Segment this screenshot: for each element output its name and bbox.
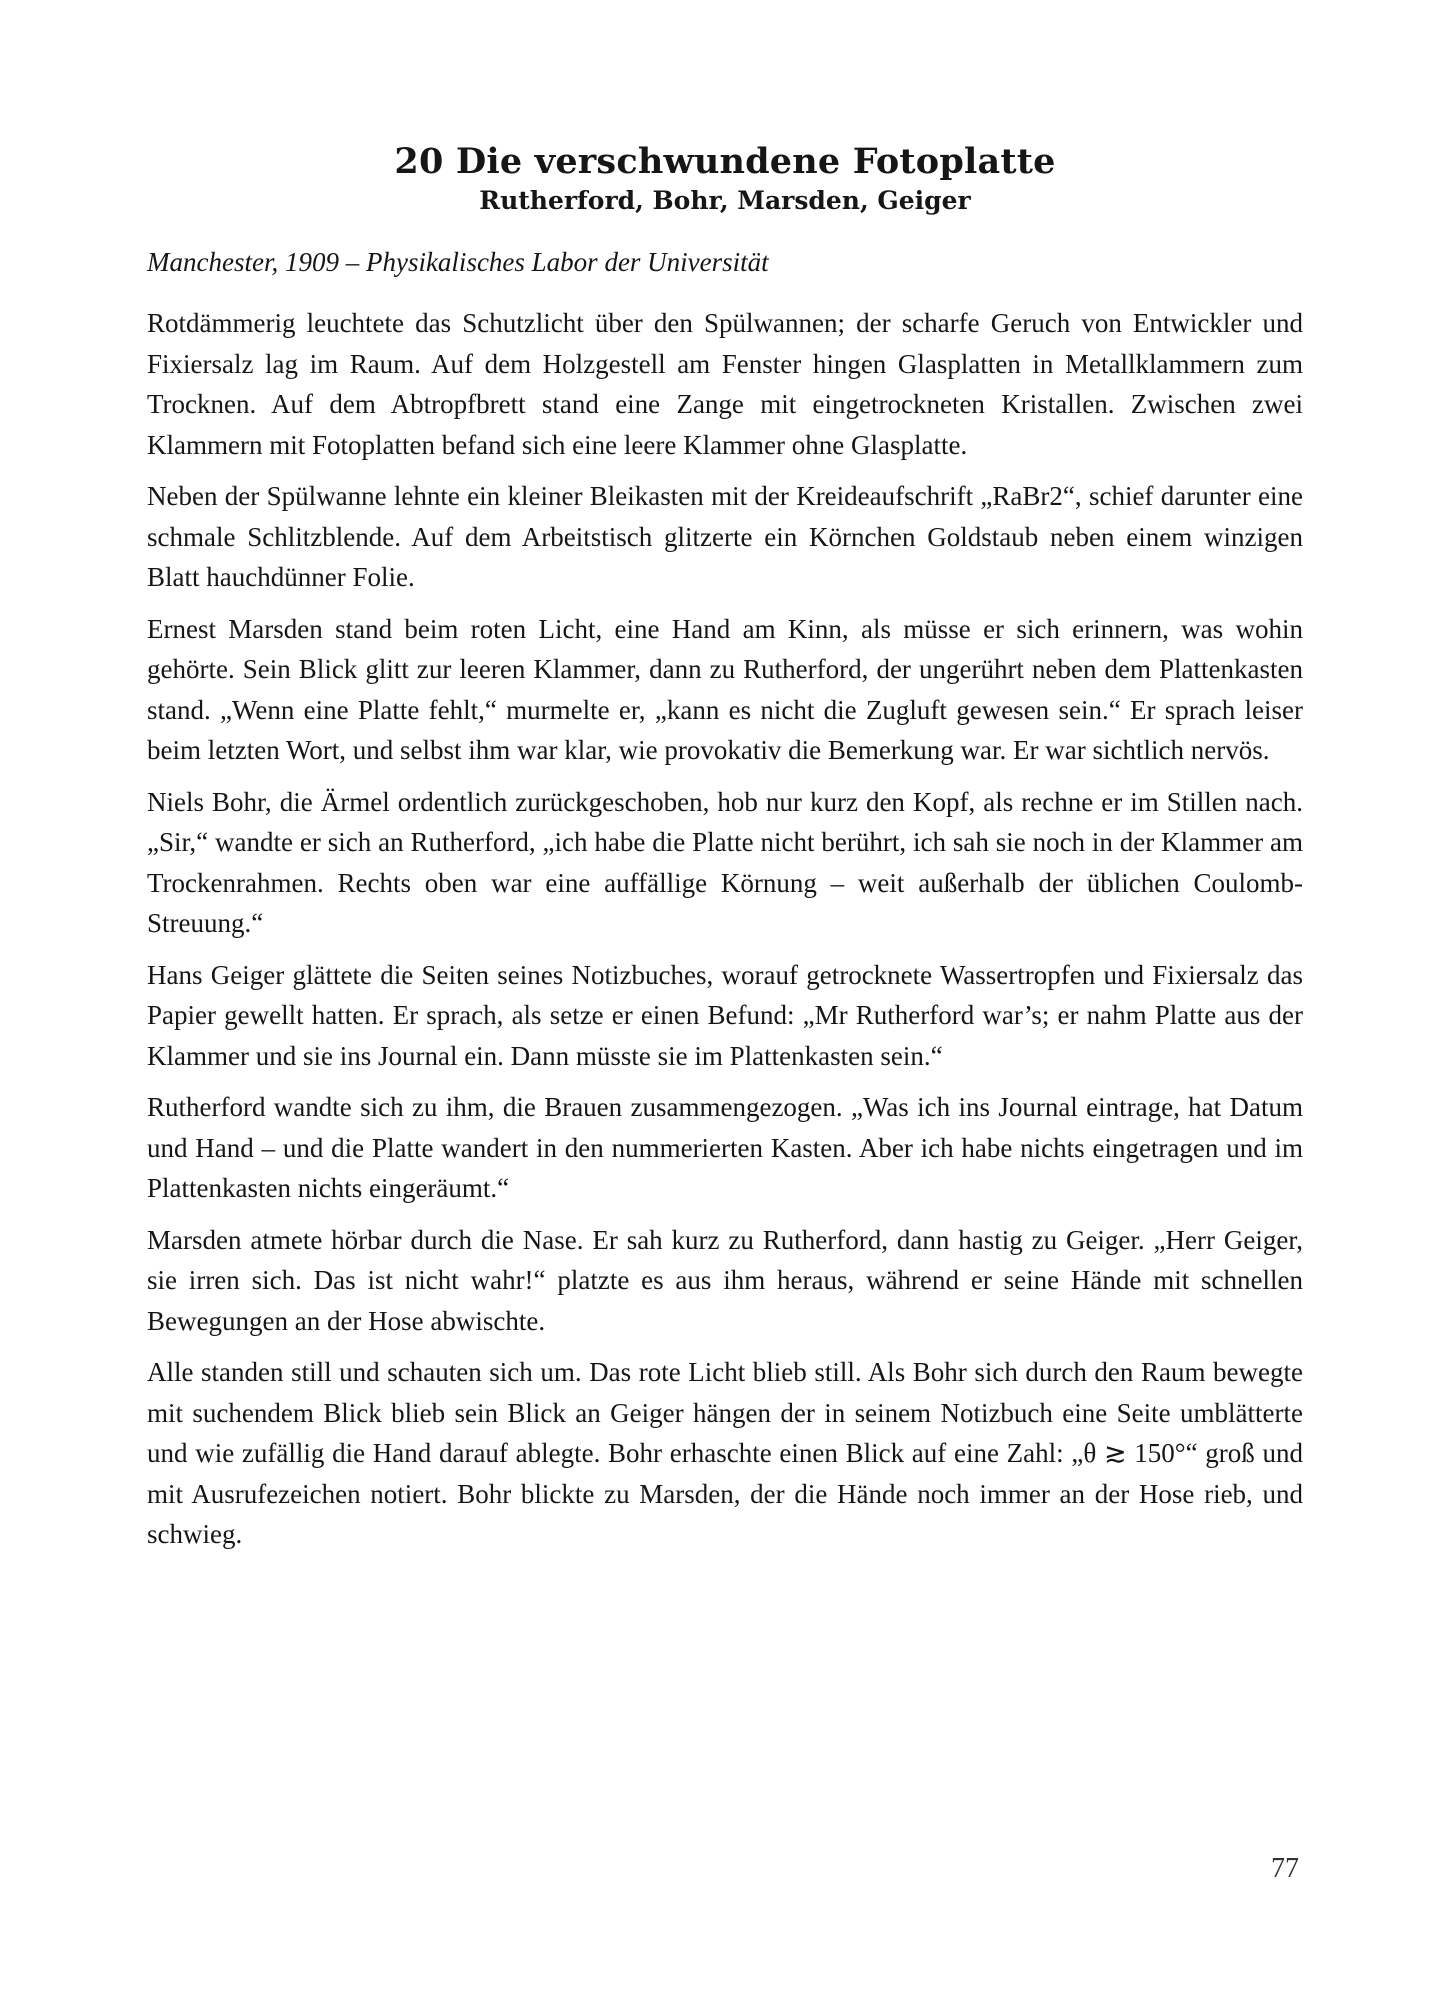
page-number: 77 (1271, 1853, 1299, 1884)
paragraph: Rotdämmerig leuchtete das Schutzlicht über den Spülwannen; der scharfe Geruch von Entwickler und Fixiersalz lag im Raum. Auf dem Holzgestell am Fenster hingen Glasplatten in Metallklammern zum Trocknen. Auf dem Abtropfbrett stand eine Zange mit eingetrockneten Kristallen. Zwischen zwei Klammern mit Fotoplatten befand sich eine leere Klammer ohne Glasplatte. (147, 308, 1303, 460)
paragraph: Rutherford wandte sich zu ihm, die Brauen zusammengezogen. „Was ich ins Journal eintrage, hat Datum und Hand – und die Platte wandert in den nummerierten Kasten. Aber ich habe nichts eingetragen und im Plattenkasten nichts eingeräumt.“ (147, 1092, 1303, 1203)
paragraph: Niels Bohr, die Ärmel ordentlich zurückgeschoben, hob nur kurz den Kopf, als rechne er im Stillen nach. „Sir,“ wandte er sich an Rutherford, „ich habe die Platte nicht berührt, ich sah sie noch in der Klammer am Trockenrahmen. Rechts oben war eine auffällige Körnung – weit außerhalb der üblichen Coulomb-Streuung.“ (147, 786, 1303, 938)
page-content (147, 140, 1303, 1566)
paragraph: Neben der Spülwanne lehnte ein kleiner Bleikasten mit der Kreideaufschrift „RaBr2“, schief darunter eine schmale Schlitzblende. Auf dem Arbeitstisch glitzerte ein Körnchen Goldstaub neben einem winzigen Blatt hauchdünner Folie. (147, 481, 1303, 592)
paragraph: Alle standen still und schauten sich um. Das rote Licht blieb still. Als Bohr sich durch den Raum bewegte mit suchendem Blick blieb sein Blick an Geiger hängen der in seinem Notizbuch eine Seite umblätterte und wie zufällig die Hand darauf ablegte. Bohr erhaschte einen Blick auf eine Zahl: „θ ≳ 150°“ groß und mit Ausrufezeichen notiert. Bohr blickte zu Marsden, der die Hände noch immer an der Hose rieb, und schwieg. (147, 1357, 1303, 1549)
paragraph: Hans Geiger glättete die Seiten seines Notizbuches, worauf getrocknete Wassertropfen und Fixiersalz das Papier gewellt hatten. Er sprach, als setze er einen Befund: „Mr Rutherford war’s; er nahm Platte aus der Klammer und sie ins Journal ein. Dann müsste sie im Plattenkasten sein.“ (147, 959, 1303, 1071)
paragraph: Ernest Marsden stand beim roten Licht, eine Hand am Kinn, als müsse er sich erinnern, was wohin gehörte. Sein Blick glitt zur leeren Klammer, dann zu Rutherford, der ungerührt neben dem Plattenkasten stand. „Wenn eine Platte fehlt,“ murmelte er, „kann es nicht die Zugluft gewesen sein.“ Er sprach leiser beim letzten Wort, und selbst ihm war klar, wie provokativ die Bemerkung war. Er war sichtlich nervös. (147, 613, 1303, 765)
chapter-title: 20 Die verschwundene Fotoplatte (394, 141, 1056, 182)
setting-line: Manchester, 1909 – Physikalisches Labor der Universität (147, 247, 769, 277)
paragraph: Marsden atmete hörbar durch die Nase. Er sah kurz zu Rutherford, dann hastig zu Geiger. „Herr Geiger, sie irren sich. Das ist nicht wahr!“ platzte es aus ihm heraus, während er seine Hände mit schnellen Bewegungen an der Hose abwischte. (147, 1224, 1303, 1336)
chapter-subtitle: Rutherford, Bohr, Marsden, Geiger (479, 186, 971, 215)
